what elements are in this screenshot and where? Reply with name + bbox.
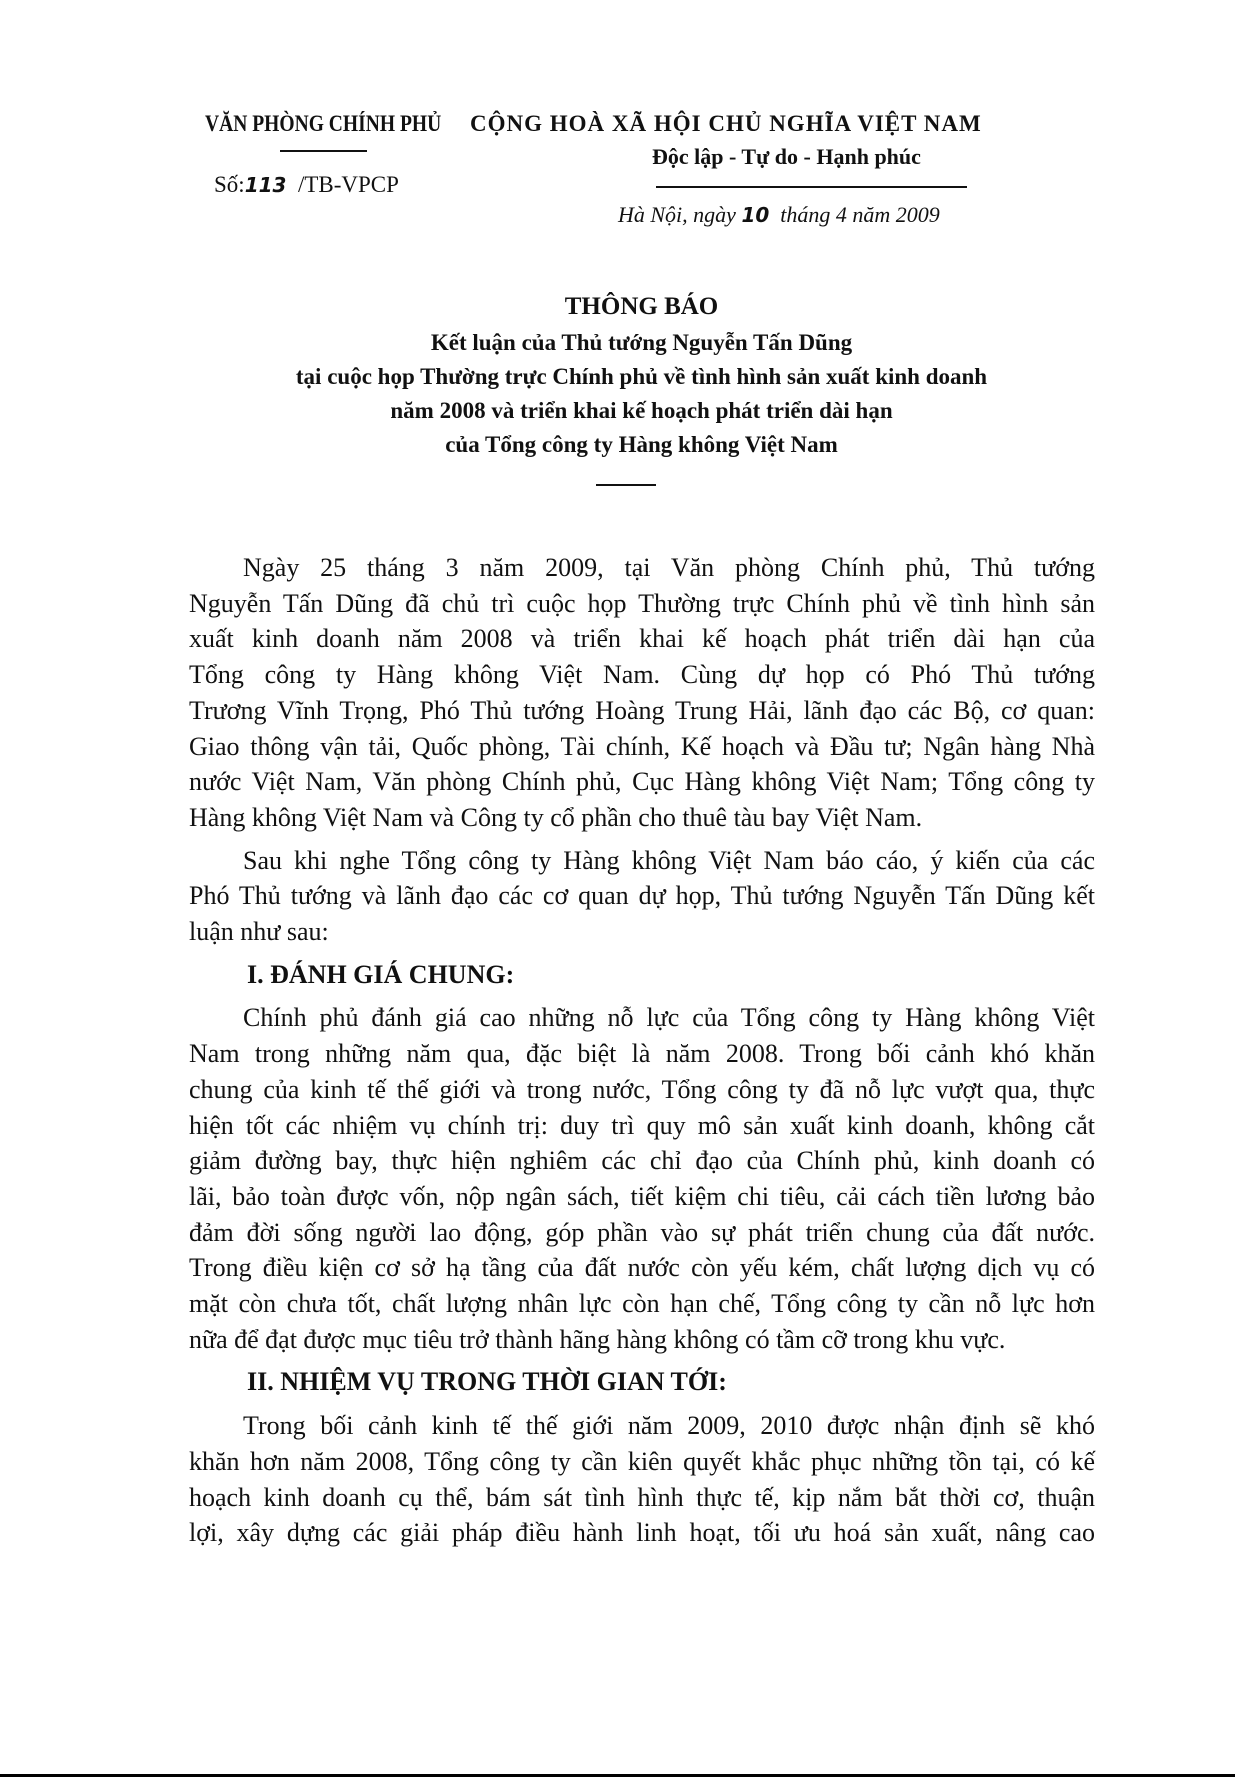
motto-underline bbox=[656, 186, 967, 188]
subtitle-line: của Tổng công ty Hàng không Việt Nam bbox=[445, 432, 838, 457]
handwritten-day: 10 bbox=[741, 203, 770, 227]
text-line: nữa để đạt được mục tiêu trở thành hãng hàng không có tầm cỡ trong khu vực. bbox=[189, 1324, 1006, 1354]
issue-date bbox=[618, 202, 940, 228]
subtitle-line: Kết luận của Thủ tướng Nguyễn Tấn Dũng bbox=[430, 330, 853, 355]
text-line: luận như sau: bbox=[189, 917, 329, 947]
text-line: mặt còn chưa tốt, chất lượng nhân lực còn hạn chế, Tổng công ty cần nỗ lực hơn bbox=[189, 1289, 1095, 1319]
document-title: THÔNG BÁO bbox=[564, 293, 719, 320]
text-line: hoạch kinh doanh cụ thể, bám sát tình hình thực tế, kịp nắm bắt thời cơ, thuận bbox=[189, 1482, 1095, 1512]
title-divider bbox=[596, 484, 656, 486]
text-line: Trong điều kiện cơ sở hạ tầng của đất nước còn yếu kém, chất lượng dịch vụ có bbox=[189, 1253, 1095, 1283]
date-prefix: Hà Nội, ngày bbox=[618, 202, 736, 227]
text-line: Chính phủ đánh giá cao những nỗ lực của Tổng công ty Hàng không Việt bbox=[243, 1003, 1095, 1033]
text-line: nước Việt Nam, Văn phòng Chính phủ, Cục Hàng không Việt Nam; Tổng công ty bbox=[189, 767, 1095, 797]
text-line: Nguyễn Tấn Dũng đã chủ trì cuộc họp Thường trực Chính phủ về tình hình sản bbox=[189, 588, 1095, 618]
number-suffix: /TB-VPCP bbox=[297, 172, 399, 197]
text-line: Sau khi nghe Tổng công ty Hàng không Việt Nam báo cáo, ý kiến của các bbox=[243, 845, 1095, 875]
agency-underline bbox=[280, 150, 367, 152]
section-heading-upcoming-tasks: II. NHIỆM VỤ TRONG THỜI GIAN TỚI: bbox=[247, 1367, 727, 1397]
text-line: đảm đời sống người lao động, góp phần vào sự phát triển chung của đất nước. bbox=[189, 1217, 1095, 1247]
subtitle-line: năm 2008 và triển khai kế hoạch phát triển dài hạn bbox=[390, 398, 893, 423]
text-line: xuất kinh doanh năm 2008 và triển khai kế hoạch phát triển dài hạn của bbox=[189, 624, 1095, 654]
paragraph-general-assessment bbox=[189, 1000, 1095, 1357]
text-line: chung của kinh tế thế giới và trong nước, Tổng công ty đã nỗ lực vượt qua, thực bbox=[189, 1074, 1095, 1104]
paragraph-conclusion-intro bbox=[189, 843, 1095, 950]
text-line: Trong bối cảnh kinh tế thế giới năm 2009, 2010 được nhận định sẽ khó bbox=[243, 1411, 1095, 1441]
subtitle-line: tại cuộc họp Thường trực Chính phủ về tình hình sản xuất kinh doanh bbox=[295, 364, 988, 389]
text-line: Hàng không Việt Nam và Công ty cổ phần cho thuê tàu bay Việt Nam. bbox=[189, 802, 923, 832]
handwritten-number: 113 bbox=[244, 173, 287, 197]
section-heading-general-assessment: I. ĐÁNH GIÁ CHUNG: bbox=[247, 959, 515, 989]
document-number bbox=[214, 172, 399, 198]
text-line: Phó Thủ tướng và lãnh đạo các cơ quan dự họp, Thủ tướng Nguyễn Tấn Dũng kết bbox=[189, 881, 1095, 911]
document-subtitle bbox=[0, 326, 1235, 462]
document-body bbox=[189, 550, 1095, 1558]
issuing-agency: VĂN PHÒNG CHÍNH PHỦ bbox=[205, 111, 442, 136]
paragraph-meeting-info bbox=[189, 550, 1095, 836]
text-line: lợi, xây dựng các giải pháp điều hành linh hoạt, tối ưu hoá sản xuất, nâng cao bbox=[189, 1518, 1095, 1548]
text-line: Tổng công ty Hàng không Việt Nam. Cùng dự họp có Phó Thủ tướng bbox=[189, 660, 1095, 690]
text-line: khăn hơn năm 2008, Tổng công ty cần kiên quyết khắc phục những tồn tại, có kế bbox=[189, 1446, 1095, 1476]
text-line: giảm đường bay, thực hiện nghiêm các chỉ đạo của Chính phủ, kinh doanh có bbox=[189, 1146, 1095, 1176]
text-line: lãi, bảo toàn được vốn, nộp ngân sách, tiết kiệm chi tiêu, cải cách tiền lương bảo bbox=[189, 1181, 1095, 1211]
paragraph-upcoming-tasks bbox=[189, 1408, 1095, 1551]
text-line: Trương Vĩnh Trọng, Phó Thủ tướng Hoàng Trung Hải, lãnh đạo các Bộ, cơ quan: bbox=[189, 695, 1095, 725]
text-line: hiện tốt các nhiệm vụ chính trị: duy trì quy mô sản xuất kinh doanh, không cắt bbox=[189, 1110, 1095, 1140]
text-line: Nam trong những năm qua, đặc biệt là năm 2008. Trong bối cảnh khó khăn bbox=[189, 1039, 1095, 1069]
national-motto: Độc lập - Tự do - Hạnh phúc bbox=[652, 144, 921, 169]
country-name: CỘNG HOÀ XÃ HỘI CHỦ NGHĨA VIỆT NAM bbox=[470, 111, 982, 136]
text-line: Giao thông vận tải, Quốc phòng, Tài chính, Kế hoạch và Đầu tư; Ngân hàng Nhà bbox=[189, 731, 1095, 761]
text-line: Ngày 25 tháng 3 năm 2009, tại Văn phòng Chính phủ, Thủ tướng bbox=[243, 553, 1095, 582]
date-suffix: tháng 4 năm 2009 bbox=[780, 202, 940, 227]
number-label: Số: bbox=[214, 172, 245, 197]
